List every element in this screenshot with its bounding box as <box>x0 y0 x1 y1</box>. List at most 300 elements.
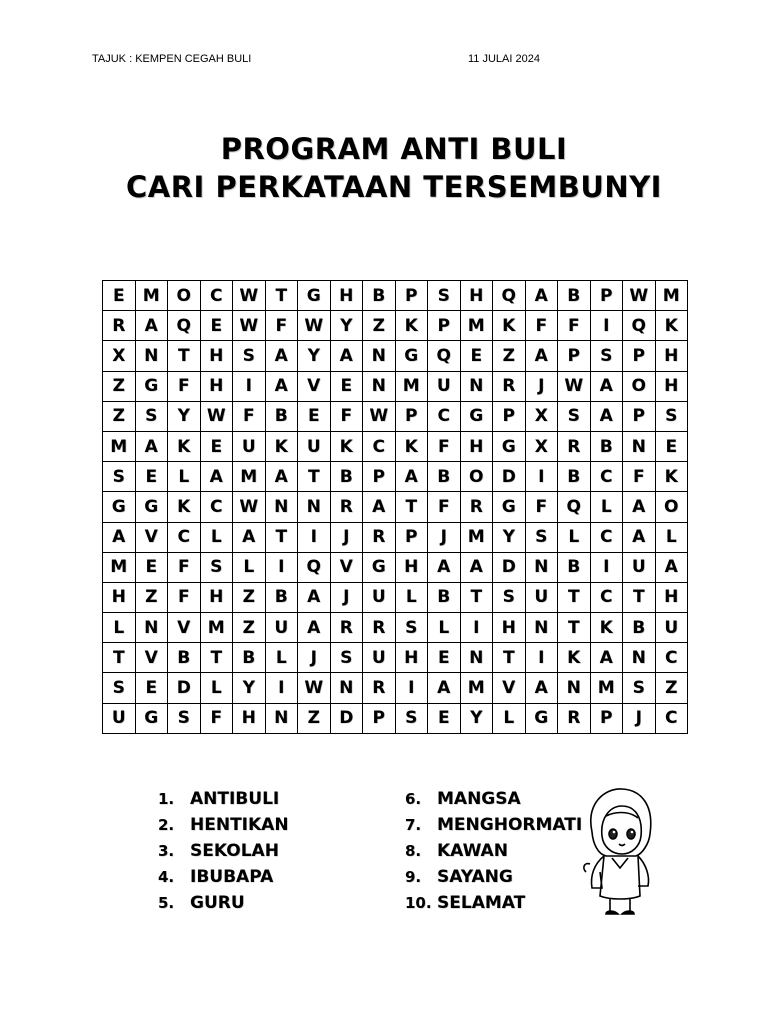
grid-cell[interactable]: N <box>525 613 558 643</box>
grid-cell[interactable]: J <box>428 522 461 552</box>
grid-cell[interactable]: H <box>460 431 493 461</box>
word-text: SEKOLAH <box>190 841 279 861</box>
grid-cell[interactable]: Z <box>233 582 266 612</box>
topic-label: TAJUK : KEMPEN CEGAH BULI <box>92 53 252 65</box>
grid-cell[interactable]: W <box>233 492 266 522</box>
grid-cell[interactable]: N <box>330 673 363 703</box>
word-list-left <box>158 786 289 916</box>
grid-cell[interactable]: F <box>558 311 591 341</box>
grid-cell[interactable]: Z <box>298 703 331 733</box>
grid-cell[interactable]: S <box>135 401 168 431</box>
grid-cell[interactable]: Z <box>103 401 136 431</box>
grid-cell[interactable]: C <box>590 462 623 492</box>
grid-row <box>103 341 688 371</box>
grid-cell[interactable]: G <box>135 492 168 522</box>
grid-cell[interactable]: V <box>330 552 363 582</box>
grid-cell[interactable]: R <box>103 311 136 341</box>
grid-cell[interactable]: R <box>558 703 591 733</box>
grid-cell[interactable]: A <box>525 281 558 311</box>
grid-cell[interactable]: B <box>265 401 298 431</box>
grid-cell[interactable]: V <box>135 643 168 673</box>
grid-cell[interactable]: L <box>590 492 623 522</box>
word-text: GURU <box>190 893 245 913</box>
grid-cell[interactable]: V <box>493 673 526 703</box>
grid-cell[interactable]: L <box>655 522 688 552</box>
grid-cell[interactable]: S <box>558 401 591 431</box>
grid-cell[interactable]: W <box>200 401 233 431</box>
grid-cell[interactable]: Y <box>168 401 201 431</box>
grid-cell[interactable]: M <box>590 673 623 703</box>
grid-cell[interactable]: T <box>558 613 591 643</box>
grid-cell[interactable]: F <box>525 492 558 522</box>
grid-row <box>103 401 688 431</box>
grid-cell[interactable]: W <box>298 311 331 341</box>
grid-cell[interactable]: G <box>493 492 526 522</box>
grid-cell[interactable]: I <box>265 552 298 582</box>
grid-cell[interactable]: D <box>168 673 201 703</box>
grid-cell[interactable]: H <box>200 371 233 401</box>
grid-row <box>103 673 688 703</box>
grid-row <box>103 643 688 673</box>
grid-cell[interactable]: I <box>525 462 558 492</box>
grid-cell[interactable]: A <box>265 462 298 492</box>
grid-cell[interactable]: I <box>395 673 428 703</box>
grid-cell[interactable]: P <box>623 341 656 371</box>
grid-cell[interactable]: T <box>298 462 331 492</box>
grid-cell[interactable]: S <box>590 341 623 371</box>
grid-cell[interactable]: Z <box>655 673 688 703</box>
grid-cell[interactable]: E <box>200 311 233 341</box>
grid-cell[interactable]: K <box>168 431 201 461</box>
grid-cell[interactable]: V <box>168 613 201 643</box>
title-line-2: CARI PERKATAAN TERSEMBUNYI <box>126 170 662 204</box>
grid-cell[interactable]: B <box>330 462 363 492</box>
grid-cell[interactable]: L <box>558 522 591 552</box>
word-list-item <box>158 786 289 812</box>
grid-cell[interactable]: S <box>655 401 688 431</box>
grid-cell[interactable]: Z <box>233 613 266 643</box>
grid-cell[interactable]: K <box>655 462 688 492</box>
grid-cell[interactable]: A <box>428 552 461 582</box>
grid-cell[interactable]: G <box>135 703 168 733</box>
grid-cell[interactable]: N <box>460 371 493 401</box>
grid-cell[interactable]: Y <box>330 311 363 341</box>
grid-cell[interactable]: G <box>493 431 526 461</box>
grid-cell[interactable]: N <box>623 431 656 461</box>
grid-cell[interactable]: H <box>655 371 688 401</box>
grid-cell[interactable]: Z <box>135 582 168 612</box>
grid-cell[interactable]: M <box>200 613 233 643</box>
grid-cell[interactable]: T <box>103 643 136 673</box>
grid-cell[interactable]: X <box>525 431 558 461</box>
grid-cell[interactable]: N <box>558 673 591 703</box>
grid-cell[interactable]: R <box>330 492 363 522</box>
grid-cell[interactable]: C <box>428 401 461 431</box>
word-text: SAYANG <box>437 867 513 887</box>
grid-cell[interactable]: N <box>525 552 558 582</box>
word-list-right <box>405 786 582 916</box>
grid-cell[interactable]: H <box>103 582 136 612</box>
grid-cell[interactable]: Q <box>168 311 201 341</box>
grid-cell[interactable]: A <box>265 371 298 401</box>
grid-cell[interactable]: N <box>265 703 298 733</box>
grid-cell[interactable]: N <box>135 341 168 371</box>
grid-cell[interactable]: U <box>298 431 331 461</box>
grid-cell[interactable]: J <box>298 643 331 673</box>
grid-cell[interactable]: H <box>330 281 363 311</box>
grid-cell[interactable]: O <box>460 462 493 492</box>
grid-cell[interactable]: A <box>590 643 623 673</box>
grid-cell[interactable]: P <box>590 703 623 733</box>
grid-cell[interactable]: L <box>200 673 233 703</box>
grid-cell[interactable]: P <box>493 401 526 431</box>
grid-cell[interactable]: C <box>363 431 396 461</box>
grid-cell[interactable]: A <box>233 522 266 552</box>
grid-cell[interactable]: M <box>460 673 493 703</box>
grid-cell[interactable]: A <box>590 371 623 401</box>
grid-cell[interactable]: A <box>298 613 331 643</box>
grid-cell[interactable]: K <box>395 431 428 461</box>
grid-cell[interactable]: A <box>265 341 298 371</box>
grid-cell[interactable]: S <box>395 613 428 643</box>
grid-cell[interactable]: L <box>103 613 136 643</box>
word-text: MANGSA <box>437 789 521 809</box>
grid-cell[interactable]: Y <box>493 522 526 552</box>
grid-cell[interactable]: T <box>200 643 233 673</box>
grid-cell[interactable]: P <box>395 522 428 552</box>
grid-cell[interactable]: B <box>428 462 461 492</box>
grid-cell[interactable]: M <box>233 462 266 492</box>
grid-cell[interactable]: O <box>623 371 656 401</box>
word-list-item <box>158 864 289 890</box>
word-list-item <box>405 786 582 812</box>
grid-cell[interactable]: H <box>233 703 266 733</box>
grid-cell[interactable]: H <box>395 643 428 673</box>
grid-cell[interactable]: N <box>135 613 168 643</box>
grid-cell[interactable]: O <box>168 281 201 311</box>
grid-cell[interactable]: J <box>330 522 363 552</box>
grid-cell[interactable]: L <box>168 462 201 492</box>
page-title <box>0 130 768 206</box>
grid-cell[interactable]: B <box>590 431 623 461</box>
grid-cell[interactable]: A <box>298 582 331 612</box>
grid-cell[interactable]: T <box>395 492 428 522</box>
grid-cell[interactable]: K <box>395 311 428 341</box>
grid-cell[interactable]: E <box>460 341 493 371</box>
grid-cell[interactable]: J <box>330 582 363 612</box>
grid-cell[interactable]: N <box>623 643 656 673</box>
grid-row <box>103 462 688 492</box>
grid-cell[interactable]: H <box>655 582 688 612</box>
grid-cell[interactable]: S <box>103 462 136 492</box>
grid-cell[interactable]: E <box>135 462 168 492</box>
grid-cell[interactable]: Y <box>460 703 493 733</box>
grid-cell[interactable]: D <box>493 462 526 492</box>
grid-cell[interactable]: F <box>168 371 201 401</box>
grid-cell[interactable]: S <box>623 673 656 703</box>
grid-cell[interactable]: G <box>363 552 396 582</box>
grid-cell[interactable]: U <box>233 431 266 461</box>
grid-cell[interactable]: Z <box>493 341 526 371</box>
grid-cell[interactable]: M <box>103 431 136 461</box>
grid-cell[interactable]: G <box>525 703 558 733</box>
grid-cell[interactable]: B <box>168 643 201 673</box>
grid-cell[interactable]: C <box>655 703 688 733</box>
word-search-grid <box>102 280 688 734</box>
grid-cell[interactable]: K <box>558 643 591 673</box>
grid-cell[interactable]: A <box>135 431 168 461</box>
grid-cell[interactable]: K <box>590 613 623 643</box>
word-number: 7. <box>405 816 422 834</box>
grid-cell[interactable]: W <box>298 673 331 703</box>
grid-cell[interactable]: J <box>623 703 656 733</box>
word-list-item <box>158 812 289 838</box>
grid-cell[interactable]: N <box>265 492 298 522</box>
grid-cell[interactable]: B <box>265 582 298 612</box>
grid-cell[interactable]: Y <box>298 341 331 371</box>
grid-cell[interactable]: K <box>330 431 363 461</box>
grid-cell[interactable]: H <box>200 341 233 371</box>
grid-cell[interactable]: C <box>655 643 688 673</box>
grid-cell[interactable]: Q <box>298 552 331 582</box>
grid-cell[interactable]: S <box>493 582 526 612</box>
grid-cell[interactable]: T <box>265 522 298 552</box>
grid-cell[interactable]: M <box>460 311 493 341</box>
grid-cell[interactable]: C <box>590 522 623 552</box>
grid-cell[interactable]: I <box>265 673 298 703</box>
grid-cell[interactable]: S <box>428 281 461 311</box>
grid-cell[interactable]: F <box>168 582 201 612</box>
grid-cell[interactable]: E <box>330 371 363 401</box>
grid-cell[interactable]: N <box>298 492 331 522</box>
grid-cell[interactable]: G <box>395 341 428 371</box>
grid-cell[interactable]: D <box>330 703 363 733</box>
grid-cell[interactable]: F <box>330 401 363 431</box>
grid-cell[interactable]: B <box>428 582 461 612</box>
grid-cell[interactable]: R <box>330 613 363 643</box>
grid-cell[interactable]: H <box>655 341 688 371</box>
grid-cell[interactable]: A <box>655 552 688 582</box>
grid-cell[interactable]: W <box>233 281 266 311</box>
grid-cell[interactable]: I <box>590 552 623 582</box>
grid-cell[interactable]: I <box>233 371 266 401</box>
grid-cell[interactable]: S <box>395 703 428 733</box>
grid-cell[interactable]: I <box>525 643 558 673</box>
grid-cell[interactable]: A <box>363 492 396 522</box>
grid-cell[interactable]: A <box>525 341 558 371</box>
grid-cell[interactable]: E <box>200 431 233 461</box>
grid-row <box>103 613 688 643</box>
grid-cell[interactable]: N <box>363 371 396 401</box>
grid-cell[interactable]: W <box>233 311 266 341</box>
grid-cell[interactable]: T <box>623 582 656 612</box>
grid-cell[interactable]: Z <box>103 371 136 401</box>
grid-cell[interactable]: C <box>200 492 233 522</box>
grid-cell[interactable]: G <box>298 281 331 311</box>
grid-cell[interactable]: U <box>525 582 558 612</box>
grid-cell[interactable]: P <box>395 401 428 431</box>
grid-cell[interactable]: S <box>525 522 558 552</box>
grid-cell[interactable]: X <box>103 341 136 371</box>
grid-cell[interactable]: X <box>525 401 558 431</box>
word-list-item <box>405 890 582 916</box>
grid-row <box>103 522 688 552</box>
grid-cell[interactable]: K <box>265 431 298 461</box>
grid-cell[interactable]: K <box>168 492 201 522</box>
grid-cell[interactable]: C <box>590 582 623 612</box>
grid-cell[interactable]: H <box>460 281 493 311</box>
grid-cell[interactable]: A <box>623 492 656 522</box>
grid-cell[interactable]: U <box>655 613 688 643</box>
grid-cell[interactable]: A <box>395 462 428 492</box>
grid-cell[interactable]: V <box>135 522 168 552</box>
grid-cell[interactable]: S <box>103 673 136 703</box>
grid-cell[interactable]: K <box>493 311 526 341</box>
grid-cell[interactable]: B <box>623 613 656 643</box>
grid-cell[interactable]: Q <box>428 341 461 371</box>
grid-cell[interactable]: W <box>558 371 591 401</box>
grid-cell[interactable]: C <box>168 522 201 552</box>
grid-cell[interactable]: Q <box>558 492 591 522</box>
grid-cell[interactable]: R <box>363 522 396 552</box>
grid-row <box>103 492 688 522</box>
grid-cell[interactable]: U <box>363 643 396 673</box>
grid-cell[interactable]: P <box>623 401 656 431</box>
grid-cell[interactable]: B <box>558 552 591 582</box>
grid-cell[interactable]: L <box>493 703 526 733</box>
grid-cell[interactable]: E <box>135 552 168 582</box>
grid-cell[interactable]: A <box>330 341 363 371</box>
grid-cell[interactable]: N <box>363 341 396 371</box>
word-text: MENGHORMATI <box>437 815 583 835</box>
grid-cell[interactable]: U <box>363 582 396 612</box>
grid-cell[interactable]: U <box>428 371 461 401</box>
grid-cell[interactable]: E <box>428 643 461 673</box>
grid-cell[interactable]: A <box>135 311 168 341</box>
grid-cell[interactable]: P <box>363 462 396 492</box>
grid-cell[interactable]: M <box>103 552 136 582</box>
grid-cell[interactable]: F <box>265 311 298 341</box>
grid-cell[interactable]: Z <box>363 311 396 341</box>
grid-cell[interactable]: L <box>428 613 461 643</box>
grid-cell[interactable]: A <box>200 462 233 492</box>
grid-cell[interactable]: R <box>558 431 591 461</box>
grid-cell[interactable]: C <box>200 281 233 311</box>
grid-cell[interactable]: E <box>135 673 168 703</box>
grid-cell[interactable]: A <box>428 673 461 703</box>
grid-cell[interactable]: E <box>298 401 331 431</box>
grid-cell[interactable]: N <box>460 643 493 673</box>
grid-cell[interactable]: L <box>200 522 233 552</box>
grid-cell[interactable]: U <box>103 703 136 733</box>
grid-cell[interactable]: Q <box>493 281 526 311</box>
grid-cell[interactable]: T <box>493 643 526 673</box>
grid-cell[interactable]: M <box>655 281 688 311</box>
grid-row <box>103 582 688 612</box>
grid-cell[interactable]: F <box>168 552 201 582</box>
grid-cell[interactable]: P <box>590 281 623 311</box>
grid-cell[interactable]: F <box>233 401 266 431</box>
grid-cell[interactable]: S <box>200 552 233 582</box>
grid-cell[interactable]: S <box>233 341 266 371</box>
grid-cell[interactable]: L <box>265 643 298 673</box>
grid-cell[interactable]: V <box>298 371 331 401</box>
grid-cell[interactable]: B <box>558 281 591 311</box>
grid-cell[interactable]: R <box>363 613 396 643</box>
grid-cell[interactable]: A <box>590 401 623 431</box>
grid-cell[interactable]: O <box>655 492 688 522</box>
grid-cell[interactable]: T <box>460 582 493 612</box>
grid-cell[interactable]: F <box>428 431 461 461</box>
grid-cell[interactable]: H <box>493 613 526 643</box>
hijab-girl-cartoon-icon <box>580 784 660 924</box>
grid-cell[interactable]: S <box>330 643 363 673</box>
grid-cell[interactable]: W <box>623 281 656 311</box>
grid-cell[interactable]: F <box>525 311 558 341</box>
grid-cell[interactable]: M <box>395 371 428 401</box>
grid-cell[interactable]: A <box>460 552 493 582</box>
grid-cell[interactable]: M <box>460 522 493 552</box>
grid-cell[interactable]: A <box>103 522 136 552</box>
grid-cell[interactable]: F <box>200 703 233 733</box>
grid-cell[interactable]: I <box>590 311 623 341</box>
grid-cell[interactable]: R <box>363 673 396 703</box>
grid-cell[interactable]: R <box>493 371 526 401</box>
grid-cell[interactable]: B <box>363 281 396 311</box>
grid-cell[interactable]: R <box>460 492 493 522</box>
grid-cell[interactable]: G <box>460 401 493 431</box>
grid-cell[interactable]: G <box>135 371 168 401</box>
word-text: ANTIBULI <box>190 789 280 809</box>
grid-cell[interactable]: S <box>168 703 201 733</box>
grid-cell[interactable]: T <box>168 341 201 371</box>
grid-cell[interactable]: E <box>655 431 688 461</box>
grid-cell[interactable]: U <box>265 613 298 643</box>
grid-cell[interactable]: H <box>395 552 428 582</box>
grid-cell[interactable]: D <box>493 552 526 582</box>
grid-cell[interactable]: L <box>395 582 428 612</box>
grid-cell[interactable]: Q <box>623 311 656 341</box>
grid-cell[interactable]: G <box>103 492 136 522</box>
grid-cell[interactable]: B <box>233 643 266 673</box>
grid-cell[interactable]: T <box>265 281 298 311</box>
grid-cell[interactable]: T <box>558 582 591 612</box>
grid-cell[interactable]: B <box>558 462 591 492</box>
grid-cell[interactable]: A <box>623 522 656 552</box>
date-label: 11 JULAI 2024 <box>468 53 540 65</box>
grid-cell[interactable]: A <box>525 673 558 703</box>
grid-cell[interactable]: M <box>135 281 168 311</box>
grid-cell[interactable]: P <box>395 281 428 311</box>
grid-cell[interactable]: K <box>655 311 688 341</box>
grid-cell[interactable]: P <box>558 341 591 371</box>
grid-cell[interactable]: P <box>363 703 396 733</box>
grid-cell[interactable]: E <box>103 281 136 311</box>
grid-cell[interactable]: I <box>298 522 331 552</box>
grid-cell[interactable]: J <box>525 371 558 401</box>
grid-cell[interactable]: W <box>363 401 396 431</box>
grid-cell[interactable]: F <box>428 492 461 522</box>
grid-cell[interactable]: E <box>428 703 461 733</box>
grid-cell[interactable]: I <box>460 613 493 643</box>
grid-cell[interactable]: L <box>233 552 266 582</box>
grid-cell[interactable]: H <box>200 582 233 612</box>
grid-cell[interactable]: U <box>623 552 656 582</box>
grid-cell[interactable]: Y <box>233 673 266 703</box>
word-list-item <box>405 838 582 864</box>
grid-cell[interactable]: P <box>428 311 461 341</box>
grid-cell[interactable]: F <box>623 462 656 492</box>
